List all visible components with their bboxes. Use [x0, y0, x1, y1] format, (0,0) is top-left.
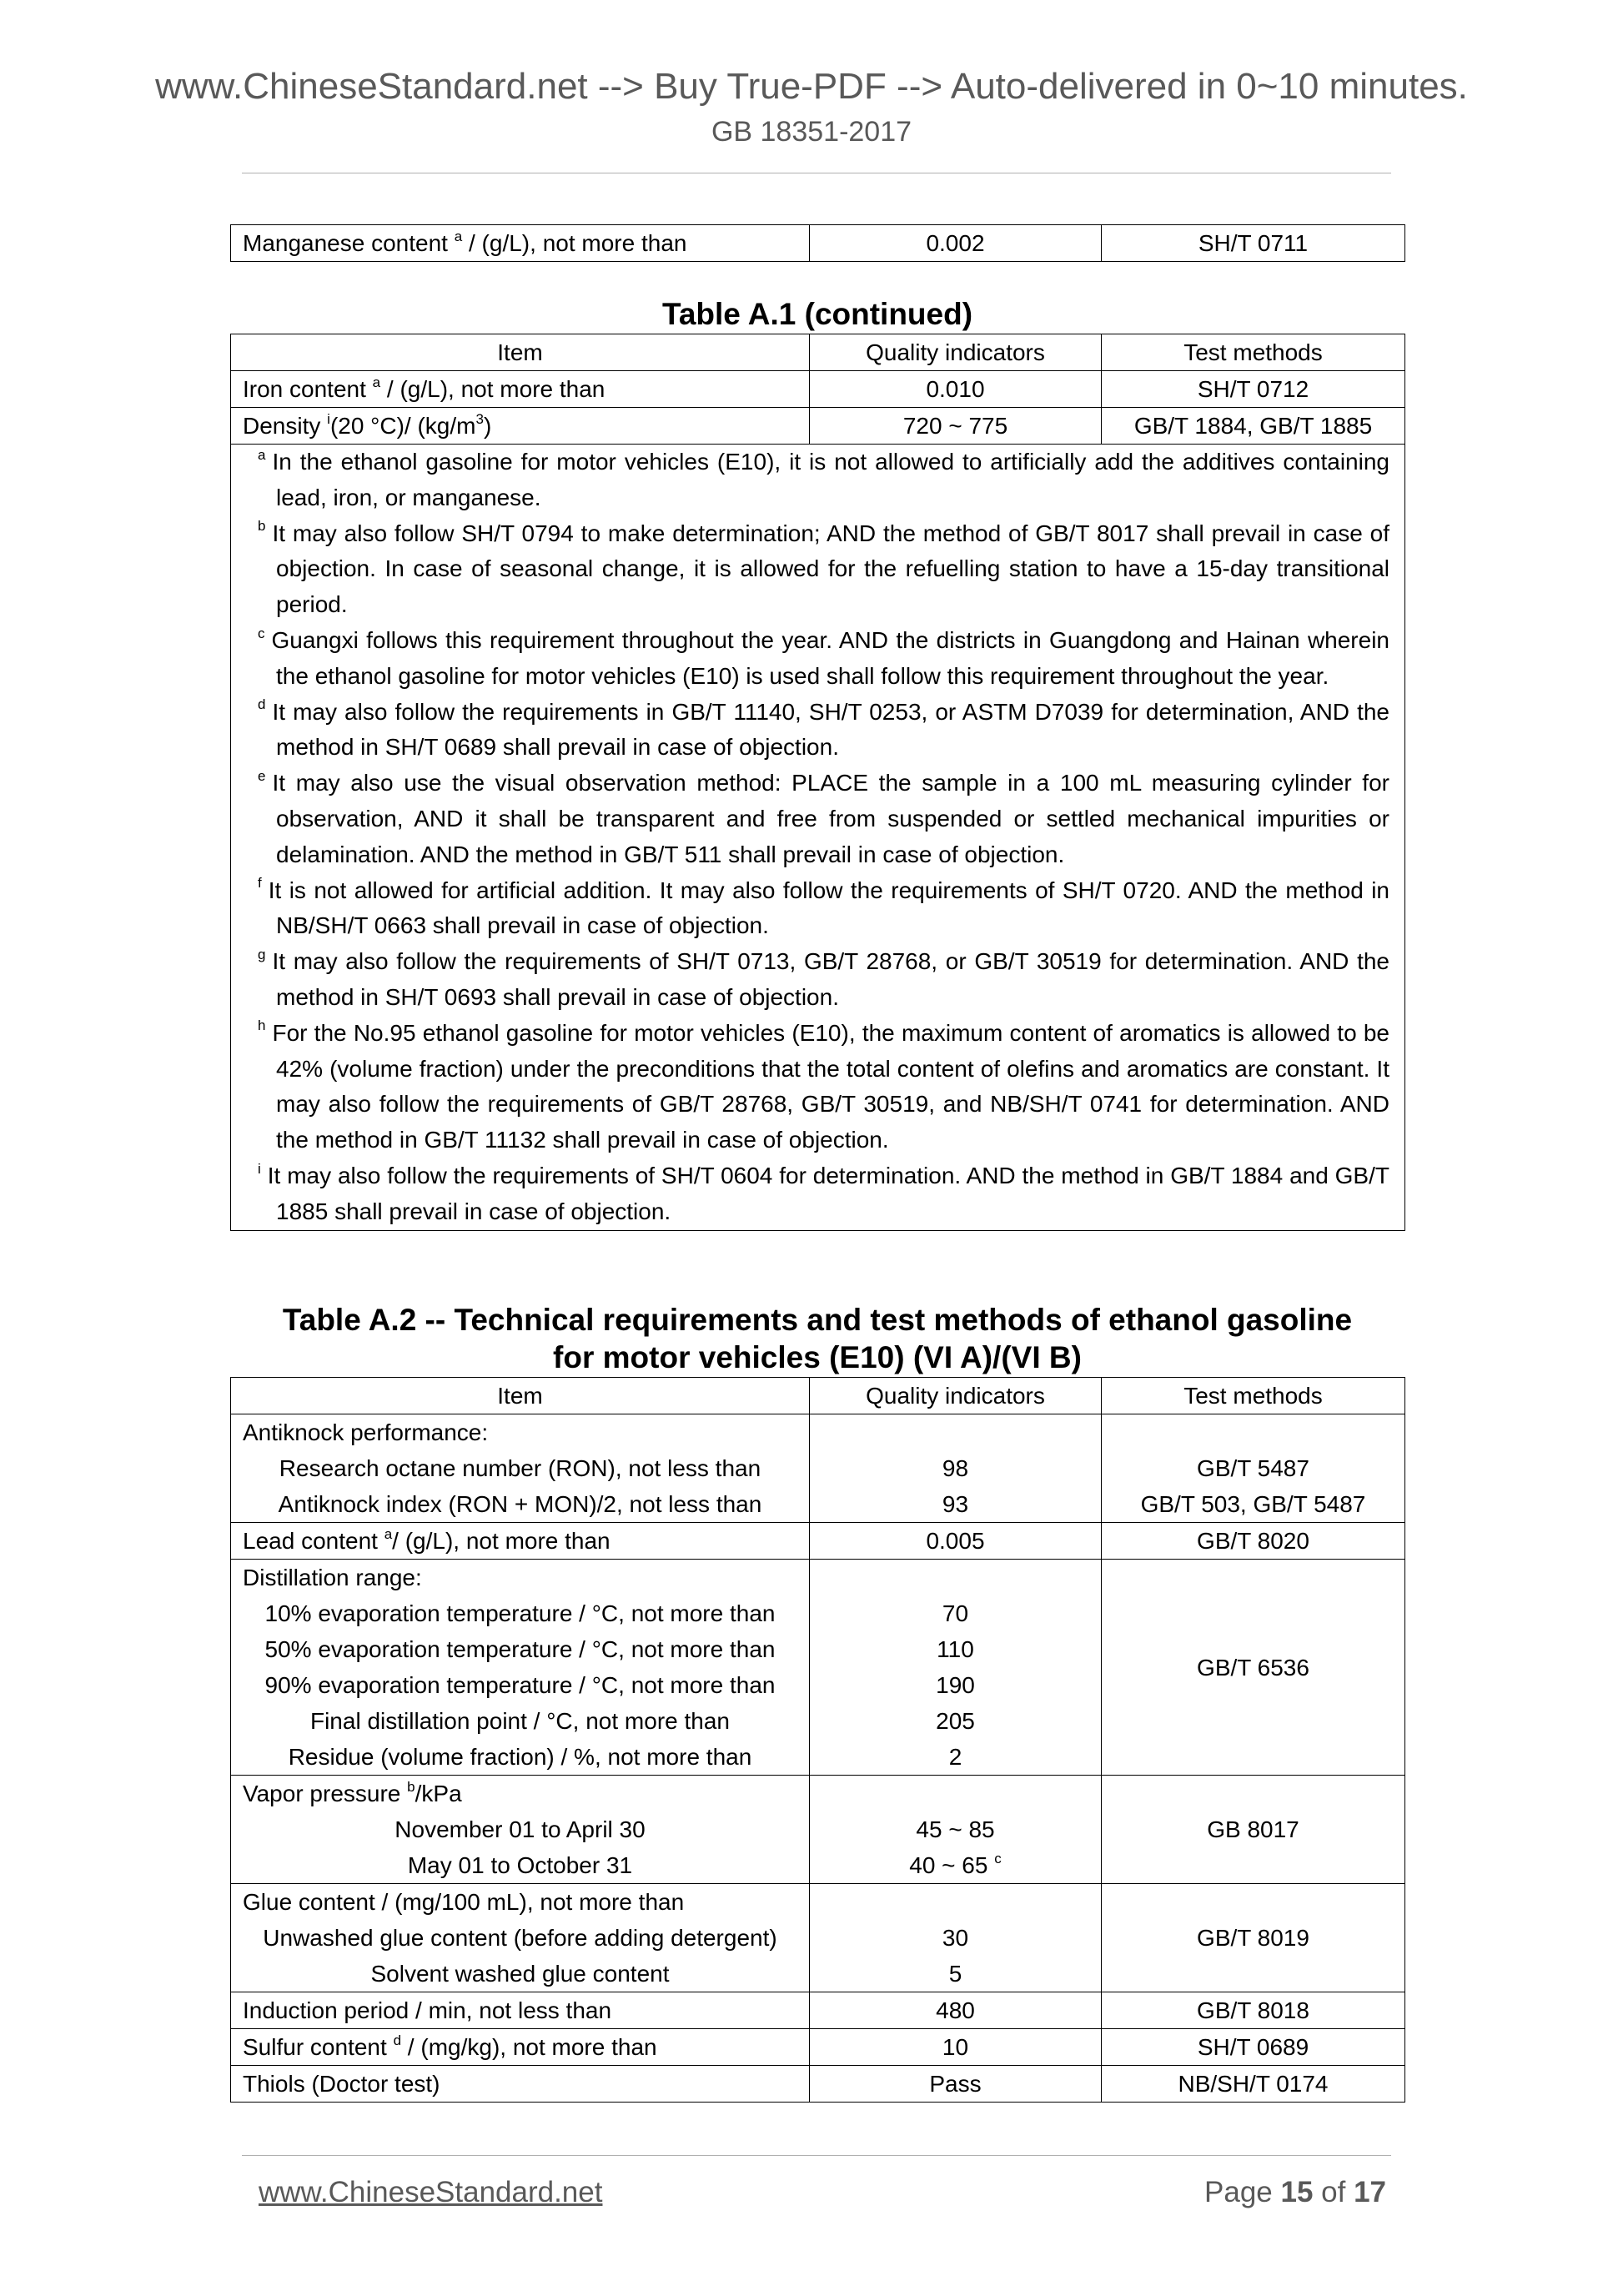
column-header-quality: Quality indicators	[810, 1378, 1102, 1414]
item-cell	[231, 1560, 810, 1776]
table-header-row	[231, 334, 1405, 371]
method-cell: GB 8017	[1102, 1776, 1405, 1884]
vapor-label: Vapor pressure $^b$/kPa	[243, 1778, 462, 1806]
quality-cell	[810, 1884, 1102, 1992]
item-cell	[231, 1776, 810, 1884]
quality-cell: 10	[810, 2029, 1102, 2066]
method-cell: SH/T 0689	[1102, 2029, 1405, 2066]
item-cell: Thiols (Doctor test)	[231, 2066, 810, 2103]
page-number: Page 15 of 17	[1204, 2176, 1386, 2208]
footnote-d: $^d$ It may also follow the requirements in GB/T 11140, SH/T 0253, or ASTM D7039 for determination, AND the method in SH/T 0689 shall prevail in case of objection.	[258, 696, 1389, 761]
table-row	[231, 371, 1405, 408]
distillation-line: Final distillation point / °C, not more than	[309, 1708, 730, 1734]
footnote-g: $^g$ It may also follow the requirements of SH/T 0713, GB/T 28768, or GB/T 30519 for determination. AND the method in SH/T 0693 shall prevail in case of objection.	[258, 946, 1389, 1010]
column-header-item: Item	[231, 1378, 810, 1414]
column-header-method: Test methods	[1102, 1378, 1405, 1414]
quality-cell: 0.010	[810, 371, 1102, 408]
glue-unwashed-value: 30	[942, 1925, 969, 1951]
ron-label: Research octane number (RON), not less than	[279, 1455, 761, 1481]
quality-cell: 0.002	[810, 225, 1102, 262]
column-header-method: Test methods	[1102, 334, 1405, 371]
vapor-value-summer: 40 ~ 65 $^c$	[909, 1850, 1002, 1878]
table-row-vapor-pressure	[231, 1776, 1405, 1884]
distillation-value: 190	[936, 1672, 975, 1698]
item-cell: Density $^i$(20 °C)/ $(kg/m^3)$	[231, 408, 810, 445]
item-cell: Iron content $^a$ / (g/L), not more than	[231, 371, 810, 408]
table-row-thiols	[231, 2066, 1405, 2103]
table-notes-row	[231, 445, 1405, 1231]
table-row	[231, 225, 1405, 262]
table-notes	[231, 445, 1405, 1231]
glue-washed: Solvent washed glue content	[370, 1961, 670, 1987]
distillation-line: Residue (volume fraction) / %, not more than	[288, 1744, 752, 1770]
glue-unwashed: Unwashed glue content (before adding detergent)	[263, 1925, 777, 1951]
method-cell: GB/T 8020	[1102, 1523, 1405, 1560]
table-a1-continuation-row	[230, 224, 1405, 262]
quality-cell	[810, 1776, 1102, 1884]
table-row-glue	[231, 1884, 1405, 1992]
distillation-line: 90% evaporation temperature / °C, not more than	[264, 1672, 776, 1698]
quality-cell: Pass	[810, 2066, 1102, 2103]
method-cell: GB/T 6536	[1102, 1560, 1405, 1776]
item-cell	[231, 1414, 810, 1523]
ron-method: GB/T 5487	[1197, 1455, 1309, 1481]
footer-divider	[242, 2155, 1391, 2156]
table-a2-caption-line2: for motor vehicles (E10) (VI A)/(VI B)	[553, 1340, 1082, 1374]
footnote-e: $^e$ It may also use the visual observation method: PLACE the sample in a 100 mL measuring cylinder for observation, AND it shall be transparent and free from suspended or settled mechanical impurities or delamination. AND the method in GB/T 511 shall prevail in case of objection.	[258, 767, 1389, 867]
table-row-distillation	[231, 1560, 1405, 1776]
table-row-lead	[231, 1523, 1405, 1560]
item-cell: Induction period / min, not less than	[231, 1992, 810, 2029]
vapor-period-summer: May 01 to October 31	[407, 1852, 633, 1878]
quality-cell: 0.005	[810, 1523, 1102, 1560]
distillation-value: 205	[936, 1708, 975, 1734]
header-banner: www.ChineseStandard.net --> Buy True-PDF --> Auto-delivered in 0~10 minutes.	[155, 66, 1468, 107]
distillation-value: 70	[942, 1600, 969, 1626]
table-row-induction	[231, 1992, 1405, 2029]
table-row	[231, 408, 1405, 445]
table-a2-caption-line1: Table A.2 -- Technical requirements and test methods of ethanol gasoline	[282, 1303, 1353, 1337]
distillation-value: 110	[937, 1636, 974, 1662]
method-cell: GB/T 8019	[1102, 1884, 1405, 1992]
method-cell	[1102, 1414, 1405, 1523]
quality-cell	[810, 1560, 1102, 1776]
footnote-b: $^b$ It may also follow SH/T 0794 to make determination; AND the method of GB/T 8017 shall prevail in case of objection. In case of seasonal change, it is allowed for the refuelling station to have a 15-day transitional period.	[258, 518, 1389, 618]
method-cell: SH/T 0711	[1102, 225, 1405, 262]
standard-number: GB 18351-2017	[711, 116, 912, 148]
antiknock-label: Antiknock performance:	[243, 1419, 489, 1445]
method-cell: GB/T 1884, GB/T 1885	[1102, 408, 1405, 445]
table-header-row	[231, 1378, 1405, 1414]
table-a2-caption	[230, 1301, 1404, 1376]
column-header-quality: Quality indicators	[810, 334, 1102, 371]
item-cell: Sulfur content $^d$ / (mg/kg), not more than	[231, 2029, 810, 2066]
aki-value: 93	[942, 1491, 969, 1517]
item-cell: Manganese content $^a$ / (g/L), not more than	[231, 225, 810, 262]
footer-website-link[interactable]: www.ChineseStandard.net	[259, 2176, 603, 2208]
vapor-period-winter: November 01 to April 30	[394, 1816, 646, 1842]
footnote-i: $^i$ It may also follow the requirements of SH/T 0604 for determination. AND the method in GB/T 1884 and GB/T 1885 shall prevail in case of objection.	[258, 1160, 1389, 1224]
distillation-line: 50% evaporation temperature / °C, not more than	[264, 1636, 776, 1662]
footnote-c: $^c$ Guangxi follows this requirement throughout the year. AND the districts in Guangdong and Hainan wherein the ethanol gasoline for motor vehicles (E10) is used shall follow this requirement throughout the year.	[258, 625, 1389, 689]
distillation-label: Distillation range:	[243, 1565, 422, 1590]
table-a1	[230, 334, 1405, 1231]
method-cell: NB/SH/T 0174	[1102, 2066, 1405, 2103]
footnote-h: $^h$ For the No.95 ethanol gasoline for motor vehicles (E10), the maximum content of aromatics is allowed to be 42% (volume fraction) under the preconditions that the total content of olefins and aromatics are constant. It may also follow the requirements of GB/T 28768, GB/T 30519, and NB/SH/T 0741 for determination. AND the method in GB/T 11132 shall prevail in case of objection.	[258, 1017, 1389, 1153]
table-row-antiknock	[231, 1414, 1405, 1523]
footnote-a: $^a$ In the ethanol gasoline for motor vehicles (E10), it is not allowed to artificially add the additives containing lead, iron, or manganese.	[258, 446, 1389, 510]
method-cell: SH/T 0712	[1102, 371, 1405, 408]
aki-label: Antiknock index (RON + MON)/2, not less than	[278, 1491, 762, 1517]
ron-value: 98	[942, 1455, 969, 1481]
item-cell: Lead content $^a$/ (g/L), not more than	[231, 1523, 810, 1560]
table-row-sulfur	[231, 2029, 1405, 2066]
quality-cell	[810, 1414, 1102, 1523]
distillation-value: 2	[948, 1744, 962, 1770]
item-cell	[231, 1884, 810, 1992]
column-header-item: Item	[231, 334, 810, 371]
quality-cell: 720 ~ 775	[810, 408, 1102, 445]
table-a1-caption: Table A.1 (continued)	[661, 297, 973, 331]
distillation-line: 10% evaporation temperature / °C, not more than	[264, 1600, 776, 1626]
glue-washed-value: 5	[948, 1961, 962, 1987]
method-cell: GB/T 8018	[1102, 1992, 1405, 2029]
aki-method: GB/T 503, GB/T 5487	[1140, 1491, 1366, 1517]
footnote-f: $^f$ It is not allowed for artificial addition. It may also follow the requirements of SH/T 0720. AND the method in NB/SH/T 0663 shall prevail in case of objection.	[258, 875, 1389, 939]
glue-label: Glue content / (mg/100 mL), not more than	[243, 1889, 685, 1915]
vapor-value-winter: 45 ~ 85	[916, 1816, 995, 1842]
table-a2	[230, 1377, 1405, 2103]
quality-cell: 480	[810, 1992, 1102, 2029]
